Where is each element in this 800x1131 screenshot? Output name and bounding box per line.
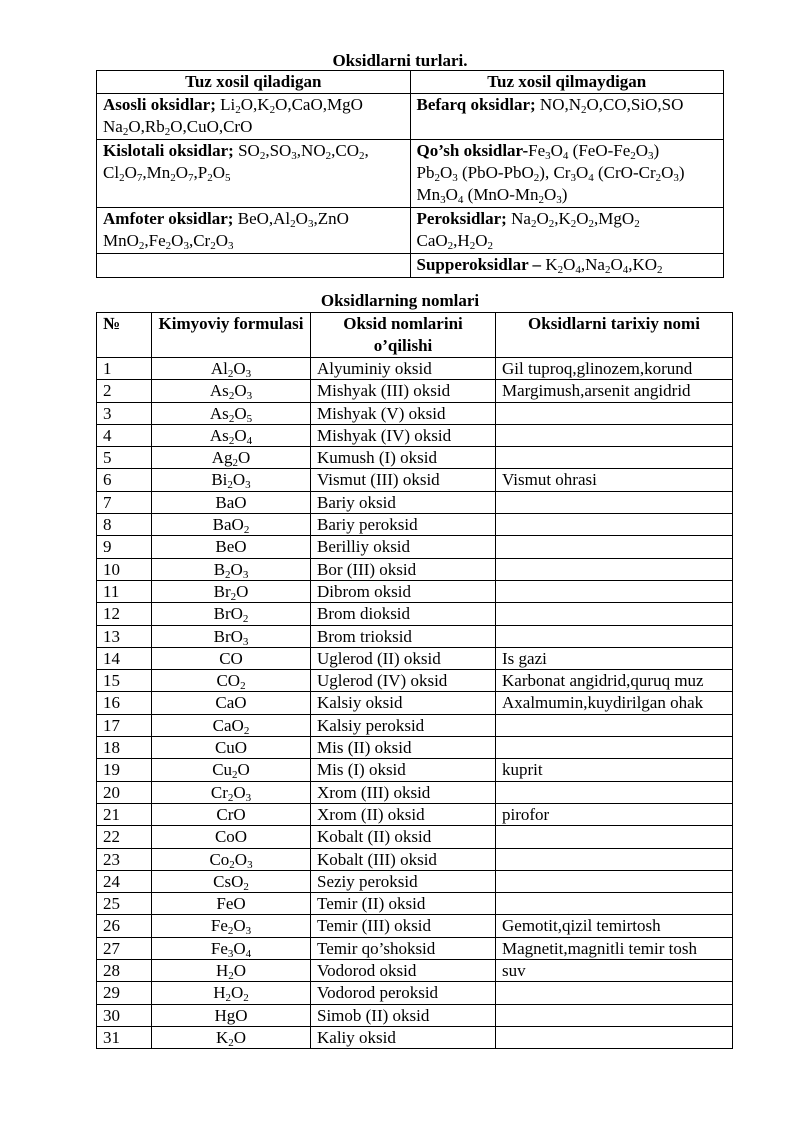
- row-number: 31: [97, 1026, 152, 1048]
- oxide-name: Mishyak (III) oksid: [311, 380, 496, 402]
- historical-name: [496, 781, 733, 803]
- oxide-name: Brom trioksid: [311, 625, 496, 647]
- oxide-name: Bariy oksid: [311, 491, 496, 513]
- oxide-name: Kobalt (III) oksid: [311, 848, 496, 870]
- chemical-formula: CO: [152, 647, 311, 669]
- historical-name: Margimush,arsenit angidrid: [496, 380, 733, 402]
- table-row: [97, 803, 733, 825]
- oxide-formulas: $BeO,Al_2O_3,ZnO$ $MnO_2,Fe_2O_3,Cr_2O_3$: [103, 209, 349, 252]
- chemical-formula: BeO: [152, 536, 311, 558]
- historical-name: Magnetit,magnitli temir tosh: [496, 937, 733, 959]
- oxide-name: Vodorod oksid: [311, 960, 496, 982]
- types-cell-right: [410, 208, 724, 254]
- table-row: [97, 826, 733, 848]
- row-number: 16: [97, 692, 152, 714]
- oxide-name: Alyuminiy oksid: [311, 358, 496, 380]
- table-row: [97, 781, 733, 803]
- table-row: [97, 848, 733, 870]
- row-number: 22: [97, 826, 152, 848]
- chemical-formula: $Bi_2O_3$: [152, 469, 311, 491]
- oxide-name: Mishyak (V) oksid: [311, 402, 496, 424]
- oxide-name: Uglerod (II) oksid: [311, 647, 496, 669]
- table-row: [97, 670, 733, 692]
- oxide-name: Temir (II) oksid: [311, 893, 496, 915]
- historical-name: suv: [496, 960, 733, 982]
- oxide-types-table: [96, 70, 724, 278]
- types-cell-left: [97, 208, 411, 254]
- chemical-formula: $B_2O_3$: [152, 558, 311, 580]
- oxide-name: Uglerod (IV) oksid: [311, 670, 496, 692]
- row-number: 18: [97, 737, 152, 759]
- table-row: [97, 737, 733, 759]
- table-row: [97, 1026, 733, 1048]
- oxide-class-label: Peroksidlar;: [416, 209, 507, 228]
- chemical-formula: $As_2O_4$: [152, 424, 311, 446]
- chemical-formula: $CO_2$: [152, 670, 311, 692]
- row-number: 25: [97, 893, 152, 915]
- oxide-name: Simob (II) oksid: [311, 1004, 496, 1026]
- oxide-class-label: Befarq oksidlar;: [416, 95, 536, 114]
- types-cell-left: [97, 140, 411, 208]
- row-number: 4: [97, 424, 152, 446]
- types-cell-right: [410, 254, 724, 278]
- oxide-class-label: Qo’sh oksidlar-: [416, 141, 529, 160]
- historical-name: [496, 1004, 733, 1026]
- header-salt-forming: Tuz xosil qiladigan: [97, 71, 411, 94]
- chemical-formula: CuO: [152, 737, 311, 759]
- historical-name: Gemotit,qizil temirtosh: [496, 915, 733, 937]
- oxide-class-label: Amfoter oksidlar;: [103, 209, 234, 228]
- oxide-name: Mishyak (IV) oksid: [311, 424, 496, 446]
- oxide-name: Brom dioksid: [311, 603, 496, 625]
- chemical-formula: $Fe_2O_3$: [152, 915, 311, 937]
- historical-name: [496, 737, 733, 759]
- oxide-name: Vismut (III) oksid: [311, 469, 496, 491]
- oxide-name: Temir qo’shoksid: [311, 937, 496, 959]
- oxide-name: Kalsiy peroksid: [311, 714, 496, 736]
- row-number: 2: [97, 380, 152, 402]
- historical-name: Is gazi: [496, 647, 733, 669]
- historical-name: [496, 714, 733, 736]
- oxide-class-label: Kislotali oksidlar;: [103, 141, 234, 160]
- table-row: [97, 469, 733, 491]
- types-row: [97, 140, 724, 208]
- names-table-title: Oksidlarning nomlari: [320, 291, 480, 310]
- historical-name: pirofor: [496, 803, 733, 825]
- row-number: 26: [97, 915, 152, 937]
- chemical-formula: $Br_2O$: [152, 580, 311, 602]
- oxide-name: Mis (I) oksid: [311, 759, 496, 781]
- chemical-formula: $As_2O_3$: [152, 380, 311, 402]
- row-number: 6: [97, 469, 152, 491]
- chemical-formula: FeO: [152, 893, 311, 915]
- row-number: 19: [97, 759, 152, 781]
- historical-name: [496, 625, 733, 647]
- header-number: №: [97, 313, 152, 358]
- row-number: 24: [97, 870, 152, 892]
- historical-name: [496, 848, 733, 870]
- row-number: 13: [97, 625, 152, 647]
- row-number: 27: [97, 937, 152, 959]
- oxide-name: Bor (III) oksid: [311, 558, 496, 580]
- historical-name: [496, 982, 733, 1004]
- types-row: [97, 254, 724, 278]
- oxide-name: Mis (II) oksid: [311, 737, 496, 759]
- types-cell-left: [97, 254, 411, 278]
- chemical-formula: $Al_2O_3$: [152, 358, 311, 380]
- historical-name: [496, 514, 733, 536]
- oxide-name: Kumush (I) oksid: [311, 447, 496, 469]
- chemical-formula: $H_2O$: [152, 960, 311, 982]
- oxide-name: Seziy peroksid: [311, 870, 496, 892]
- table-row: [97, 558, 733, 580]
- oxide-formulas: $K_2O_4,Na_2O_4,KO_2$: [541, 255, 663, 276]
- oxide-formulas: $Li_2O,K_2O,CaO,MgO$ $Na_2O,Rb_2O,CuO,CrO$: [103, 95, 363, 138]
- chemical-formula: $Ag_2O$: [152, 447, 311, 469]
- oxide-name: Vodorod peroksid: [311, 982, 496, 1004]
- chemical-formula: BrO$_3$: [152, 625, 311, 647]
- row-number: 7: [97, 491, 152, 513]
- table-row: [97, 491, 733, 513]
- chemical-formula: BaO: [152, 491, 311, 513]
- oxide-class-label: Supperoksidlar –: [416, 255, 542, 274]
- table-row: [97, 915, 733, 937]
- row-number: 12: [97, 603, 152, 625]
- oxide-names-table: [96, 312, 733, 1049]
- row-number: 17: [97, 714, 152, 736]
- row-number: 1: [97, 358, 152, 380]
- oxide-name: Berilliy oksid: [311, 536, 496, 558]
- oxide-name: Kalsiy oksid: [311, 692, 496, 714]
- row-number: 29: [97, 982, 152, 1004]
- row-number: 10: [97, 558, 152, 580]
- historical-name: [496, 558, 733, 580]
- row-number: 20: [97, 781, 152, 803]
- historical-name: [496, 491, 733, 513]
- chemical-formula: BrO$_2$: [152, 603, 311, 625]
- header-non-salt-forming: Tuz xosil qilmaydigan: [410, 71, 724, 94]
- types-row: [97, 208, 724, 254]
- oxide-formulas: $SO_2,SO_3,NO_2,CO_2$, $Cl_2O_7,Mn_2O_7,P_2O_5$: [103, 141, 369, 184]
- historical-name: [496, 447, 733, 469]
- row-number: 5: [97, 447, 152, 469]
- oxide-formulas: $NO,N_2O,CO,SiO,SO$: [535, 95, 684, 116]
- row-number: 11: [97, 580, 152, 602]
- row-number: 9: [97, 536, 152, 558]
- row-number: 23: [97, 848, 152, 870]
- chemical-formula: CsO$_2$: [152, 870, 311, 892]
- historical-name: [496, 402, 733, 424]
- historical-name: [496, 603, 733, 625]
- oxide-formulas: $Na_2O_2,K_2O_2,MgO_2$ $CaO_2,H_2O_2$: [416, 209, 640, 252]
- historical-name: [496, 536, 733, 558]
- chemical-formula: CaO: [152, 692, 311, 714]
- historical-name: [496, 424, 733, 446]
- types-table-title: Oksidlarni turlari.: [332, 51, 468, 70]
- table-row: [97, 937, 733, 959]
- table-row: [97, 536, 733, 558]
- oxide-name: Temir (III) oksid: [311, 915, 496, 937]
- historical-name: [496, 1026, 733, 1048]
- table-row: [97, 580, 733, 602]
- table-row: [97, 759, 733, 781]
- table-row: [97, 692, 733, 714]
- chemical-formula: $K_2O$: [152, 1026, 311, 1048]
- header-formula: Kimyoviy formulasi: [152, 313, 311, 358]
- table-row: [97, 514, 733, 536]
- table-row: [97, 402, 733, 424]
- historical-name: Axalmumin,kuydirilgan ohak: [496, 692, 733, 714]
- historical-name: [496, 826, 733, 848]
- chemical-formula: CrO: [152, 803, 311, 825]
- table-row: [97, 982, 733, 1004]
- oxide-formulas: $Fe_3O_4$ $(FeO-Fe_2O_3)$ $Pb_2O_3$ (PbO-PbO$_2$), $Cr_3O_4$ $(CrO-Cr_2O_3)$ $Mn_3O_4$ $(MnO-Mn_2O_3)$: [416, 141, 685, 206]
- oxide-name: Xrom (II) oksid: [311, 803, 496, 825]
- row-number: 14: [97, 647, 152, 669]
- table-row: [97, 603, 733, 625]
- chemical-formula: $Co_2O_3$: [152, 848, 311, 870]
- chemical-formula: HgO: [152, 1004, 311, 1026]
- chemical-formula: $Cr_2O_3$: [152, 781, 311, 803]
- chemical-formula: $Cu_2O$: [152, 759, 311, 781]
- table-row: [97, 424, 733, 446]
- chemical-formula: CoO: [152, 826, 311, 848]
- chemical-formula: $H_2O_2$: [152, 982, 311, 1004]
- chemical-formula: $Fe_3O_4$: [152, 937, 311, 959]
- types-cell-right: [410, 140, 724, 208]
- historical-name: [496, 870, 733, 892]
- chemical-formula: CaO$_2$: [152, 714, 311, 736]
- types-cell-right: [410, 94, 724, 140]
- header-name-reading: Oksid nomlarini o’qilishi: [311, 313, 496, 358]
- oxide-name: Xrom (III) oksid: [311, 781, 496, 803]
- oxide-name: Kaliy oksid: [311, 1026, 496, 1048]
- row-number: 21: [97, 803, 152, 825]
- historical-name: [496, 893, 733, 915]
- table-row: [97, 625, 733, 647]
- types-cell-left: [97, 94, 411, 140]
- header-historical-name: Oksidlarni tarixiy nomi: [496, 313, 733, 358]
- table-row: [97, 960, 733, 982]
- chemical-formula: BaO$_2$: [152, 514, 311, 536]
- table-row: [97, 714, 733, 736]
- row-number: 8: [97, 514, 152, 536]
- table-row: [97, 870, 733, 892]
- row-number: 3: [97, 402, 152, 424]
- historical-name: Gil tuproq,glinozem,korund: [496, 358, 733, 380]
- table-row: [97, 1004, 733, 1026]
- table-row: [97, 358, 733, 380]
- row-number: 28: [97, 960, 152, 982]
- historical-name: Karbonat angidrid,quruq muz: [496, 670, 733, 692]
- table-row: [97, 647, 733, 669]
- row-number: 15: [97, 670, 152, 692]
- historical-name: Vismut ohrasi: [496, 469, 733, 491]
- oxide-name: Dibrom oksid: [311, 580, 496, 602]
- table-row: [97, 893, 733, 915]
- oxide-name: Kobalt (II) oksid: [311, 826, 496, 848]
- historical-name: [496, 580, 733, 602]
- types-row: [97, 94, 724, 140]
- table-row: [97, 447, 733, 469]
- oxide-name: Bariy peroksid: [311, 514, 496, 536]
- table-row: [97, 380, 733, 402]
- chemical-formula: $As_2O_5$: [152, 402, 311, 424]
- oxide-class-label: Asosli oksidlar;: [103, 95, 216, 114]
- historical-name: kuprit: [496, 759, 733, 781]
- row-number: 30: [97, 1004, 152, 1026]
